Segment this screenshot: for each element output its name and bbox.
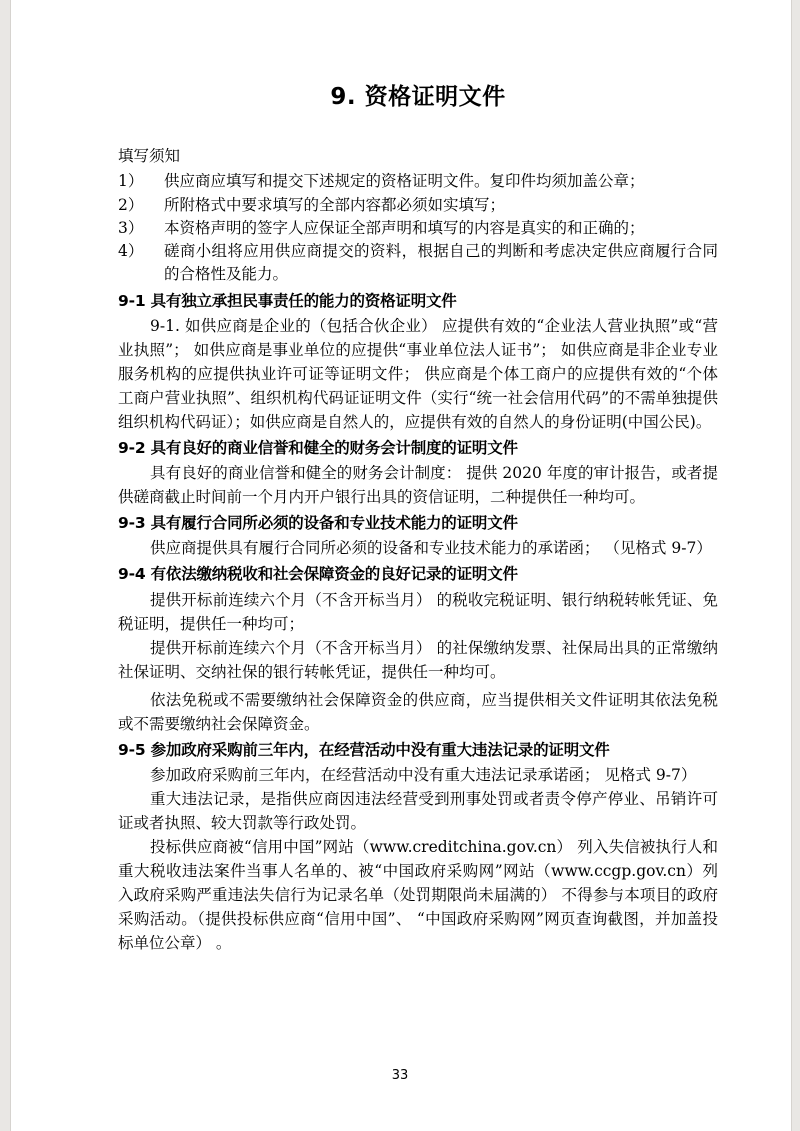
list-item-number: 2） [118, 195, 144, 214]
list-item [118, 194, 718, 217]
section-paragraph: 重大违法记录，是指供应商因违法经营受到刑事处罚或者责令停产停业、吊销许可证或者执照、较大罚款等行政处罚。 [118, 789, 718, 832]
section-heading-9-2: 9-2 具有良好的商业信誉和健全的财务会计制度的证明文件 [118, 438, 518, 457]
list-item-text: 本资格声明的签字人应保证全部声明和填写的内容是真实的和正确的； [164, 218, 645, 237]
page-edge-right [791, 0, 800, 1131]
page-number: 33 [391, 1068, 409, 1083]
section-paragraph: 参加政府采购前三年内，在经营活动中没有重大违法记录承诺函； 见格式 9-7） [150, 765, 697, 784]
page-edge-left [0, 0, 11, 1131]
section-paragraph: 提供开标前连续六个月（不含开标当月） 的社保缴纳发票、社保局出具的正常缴纳社保证明、交纳社保的银行转帐凭证，提供任一种均可。 [118, 638, 718, 681]
page-content [118, 78, 718, 955]
section-paragraph: 供应商提供具有履行合同所必须的设备和专业技术能力的承诺函； （见格式 9-7） [150, 539, 712, 558]
list-item [118, 217, 718, 240]
list-item [118, 170, 718, 193]
list-item-text: 磋商小组将应用供应商提交的资料，根据自己的判断和考虑决定供应商履行合同的合格性及能力。 [164, 242, 718, 284]
list-item-number: 1） [118, 172, 144, 191]
list-item-text: 供应商应填写和提交下述规定的资格证明文件。复印件均须加盖公章； [164, 172, 645, 191]
section-heading-9-1: 9-1 具有独立承担民事责任的能力的资格证明文件 [118, 291, 457, 310]
section-paragraph: 依法免税或不需要缴纳社会保障资金的供应商，应当提供相关文件证明其依法免税或不需要缴纳社会保障资金。 [118, 690, 718, 733]
section-paragraph: 提供开标前连续六个月（不含开标当月） 的税收完税证明、银行纳税转帐凭证、免税证明，提供任一种均可； [118, 590, 718, 633]
page-title: 9. 资格证明文件 [330, 84, 506, 110]
list-item-number: 3） [118, 218, 144, 237]
section-heading-9-3: 9-3 具有履行合同所必须的设备和专业技术能力的证明文件 [118, 514, 518, 533]
list-item-number: 4） [118, 242, 144, 260]
section-heading-9-5: 9-5 参加政府采购前三年内，在经营活动中没有重大违法记录的证明文件 [118, 740, 610, 759]
list-item [118, 240, 718, 287]
list-item-text: 所附格式中要求填写的全部内容都必须如实填写； [164, 195, 506, 214]
section-paragraph: 具有良好的商业信誉和健全的财务会计制度： 提供 2020 年度的审计报告，或者提供磋商截止时间前一个月内开户银行出具的资信证明，二种提供任一种均可。 [118, 464, 718, 507]
section-paragraph: 投标供应商被“信用中国”网站（www.creditchina.gov.cn） 列入失信被执行人和重大税收违法案件当事人名单的、被“中国政府采购网”网站（www.ccgp.gov.cn）列入政府采购严重违法失信行为记录名单（处罚期限尚未届满的） 不得参与本项目的政府采购活动。（提供投标供应商“信用中国”、 “中国政府采购网”网页查询截图，并加盖投标单位公章） 。 [118, 838, 718, 953]
notice-label: 填写须知 [118, 147, 181, 165]
section-paragraph: 9-1. 如供应商是企业的（包括合伙企业） 应提供有效的“企业法人营业执照”或“营业执照”； 如供应商是事业单位的应提供“事业单位法人证书”； 如供应商是非企业专业服务机构的应提供执业许可证等证明文件； 供应商是个体工商户的应提供有效的“个体工商户营业执照”、组织机构代码证证明文件（实行“统一社会信用代码”的不需单独提供组织机构代码证）；如供应商是自然人的，应提供有效的自然人的身份证明(中国公民)。 [118, 316, 718, 431]
section-heading-9-4: 9-4 有依法缴纳税收和社会保障资金的良好记录的证明文件 [118, 565, 518, 584]
